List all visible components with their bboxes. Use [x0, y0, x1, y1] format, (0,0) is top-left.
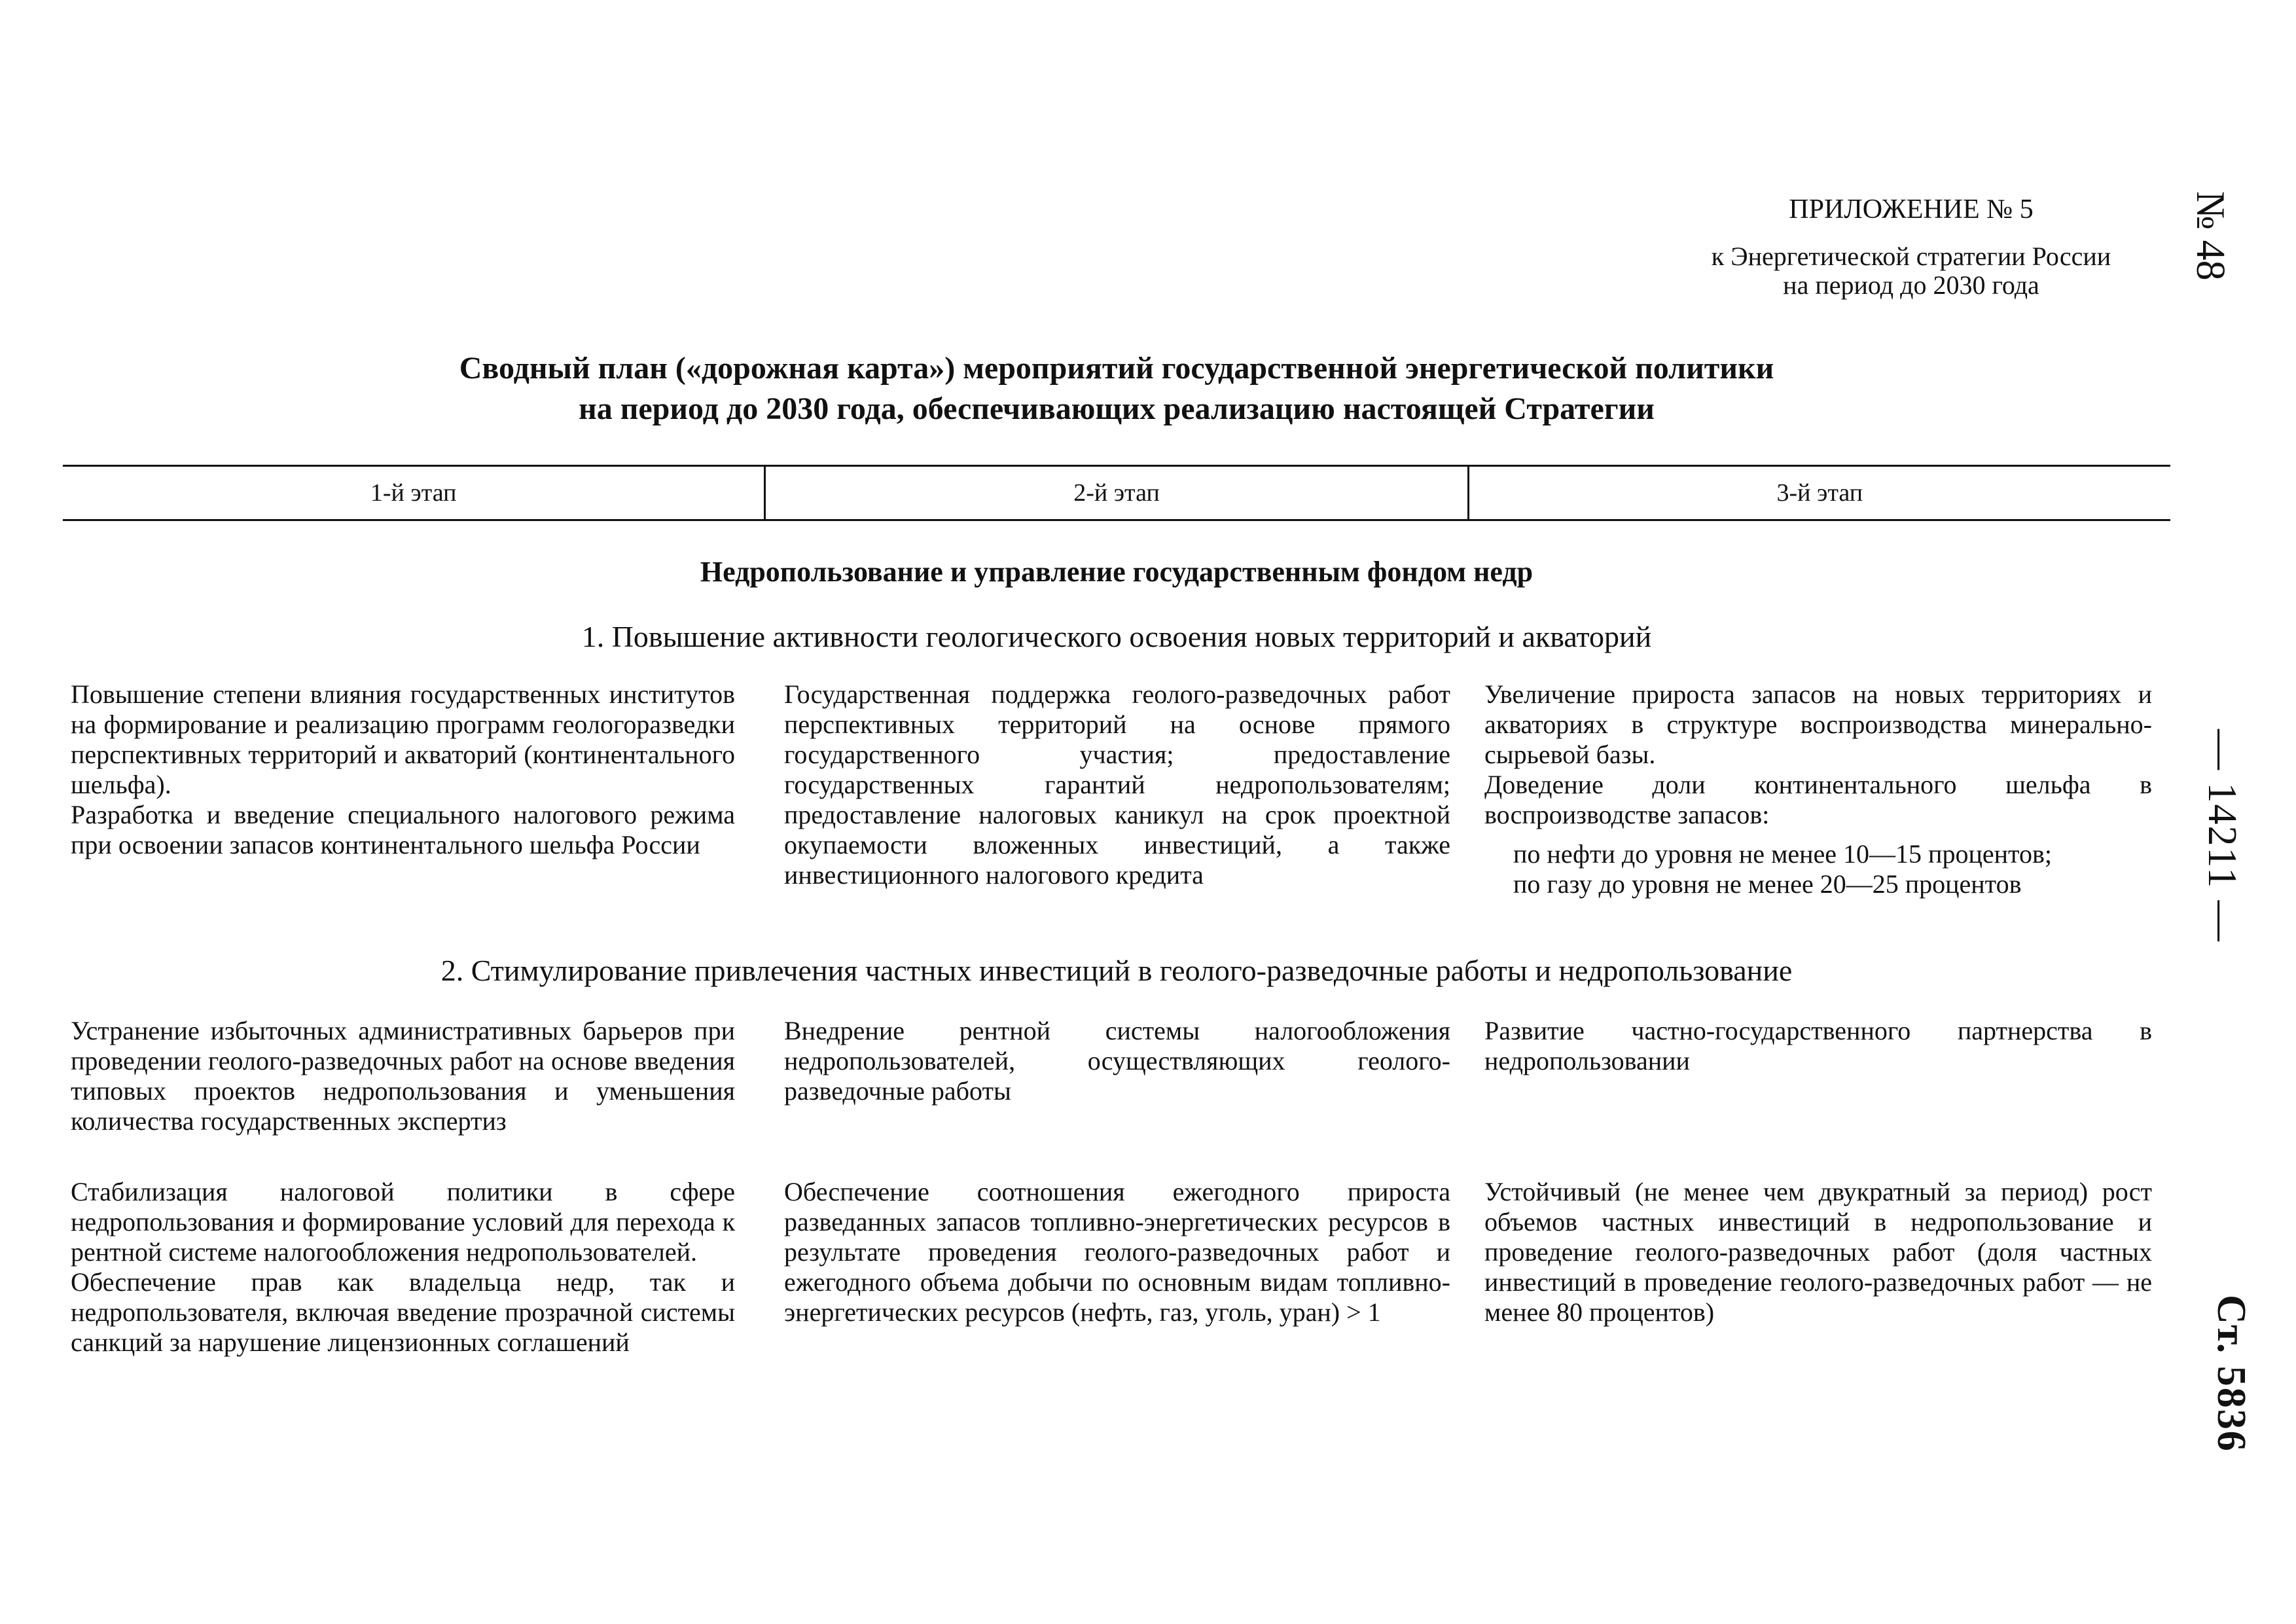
article-number: Ст. 5836 [2209, 1295, 2253, 1453]
page-number: — 14211 — [2200, 729, 2244, 943]
stage-header-1: 1-й этап [370, 479, 457, 507]
paragraph: Стабилизация налоговой политики в сфере недропользования и формирование условий для перехода к рентной системе налогообложения недропользователей. [71, 1177, 735, 1267]
issue-number: № 48 [2188, 191, 2233, 281]
subsection1-stage3-text [1484, 679, 2152, 899]
subsection1-stage2-text [784, 679, 1450, 890]
paragraph: Обеспечение соотношения ежегодного прироста разведанных запасов топливно-энергетических ресурсов в результате проведения геолого-разведочных работ и ежегодного объема добычи по основным видам топливно-энергетических ресурсов (нефть, газ, уголь, уран) > 1 [784, 1177, 1450, 1327]
paragraph: Обеспечение прав как владельца недр, так и недропользователя, включая введение прозрачной системы санкций за нарушение лицензионных соглашений [71, 1267, 735, 1357]
section-heading: Недропользование и управление государственным фондом недр [700, 556, 1534, 588]
subsection2-row1-stage3-text [1484, 1016, 2152, 1076]
paragraph: Повышение степени влияния государственных институтов на формирование и реализацию программ геологоразведки перспективных территорий и акваторий (континентального шельфа). [71, 679, 735, 799]
document-title [63, 348, 2170, 429]
paragraph: Доведение доли континентального шельфа в воспроизводстве запасов: [1484, 770, 2152, 829]
paragraph: Государственная поддержка геолого-разведочных работ перспективных территорий на основе прямого государственного участия; предоставление государственных гарантий недропользователям; предоставление налоговых каникул на срок проектной окупаемости вложенных инвестиций, а также инвестиционного налогового кредита [784, 679, 1450, 890]
list-item: по газу до уровня не менее 20—25 процентов [1513, 869, 2022, 899]
subsection2-row1-stage2-text [784, 1016, 1450, 1106]
subsection2-row2-stage1-text [71, 1177, 735, 1358]
paragraph: Увеличение прироста запасов на новых территориях и акваториях в структуре воспроизводства минерально-сырьевой базы. [1484, 679, 2152, 769]
document-title-line1: Сводный план («дорожная карта») мероприятий государственной энергетической политики [459, 351, 1774, 386]
paragraph: Внедрение рентной системы налогообложения недропользователей, осуществляющих геолого-разведочные работы [784, 1016, 1450, 1106]
appendix-reference [1649, 242, 2173, 300]
subsection-heading-1: 1. Повышение активности геологического освоения новых территорий и акваторий [581, 620, 1652, 653]
subsection1-stage1-text [71, 679, 735, 860]
stage-header-3: 3-й этап [1467, 467, 2170, 519]
appendix-reference-line2: на период до 2030 года [1783, 270, 2039, 300]
paragraph: Устойчивый (не менее чем двукратный за период) рост объемов частных инвестиций в недропользование и проведение геолого-разведочных работ (доля частных инвестиций в проведение геолого-разведочных работ — не менее 80 процентов) [1484, 1177, 2152, 1327]
subsection2-row1-stage1-text [71, 1016, 735, 1136]
stage-header-2: 2-й этап [764, 467, 1467, 519]
subsection2-row2-stage2-text [784, 1177, 1450, 1327]
subsection-heading-2: 2. Стимулирование привлечения частных инвестиций в геолого-разведочные работы и недропользование [440, 954, 1793, 987]
appendix-reference-line1: к Энергетической стратегии России [1711, 242, 2111, 271]
stage-header-row [63, 465, 2170, 521]
paragraph: Устранение избыточных административных барьеров при проведении геолого-разведочных работ на основе введения типовых проектов недропользования и уменьшения количества государственных экспертиз [71, 1016, 735, 1136]
appendix-header [1649, 195, 2173, 300]
paragraph: Разработка и введение специального налогового режима при освоении запасов континентального шельфа России [71, 800, 735, 859]
document-title-line2: на период до 2030 года, обеспечивающих реализацию настоящей Стратегии [579, 391, 1655, 426]
subsection2-row2-stage3-text [1484, 1177, 2152, 1327]
list-item: по нефти до уровня не менее 10—15 процентов; [1513, 839, 2052, 869]
paragraph: Развитие частно-государственного партнерства в недропользовании [1484, 1016, 2152, 1075]
appendix-number: ПРИЛОЖЕНИЕ № 5 [1789, 194, 2034, 225]
